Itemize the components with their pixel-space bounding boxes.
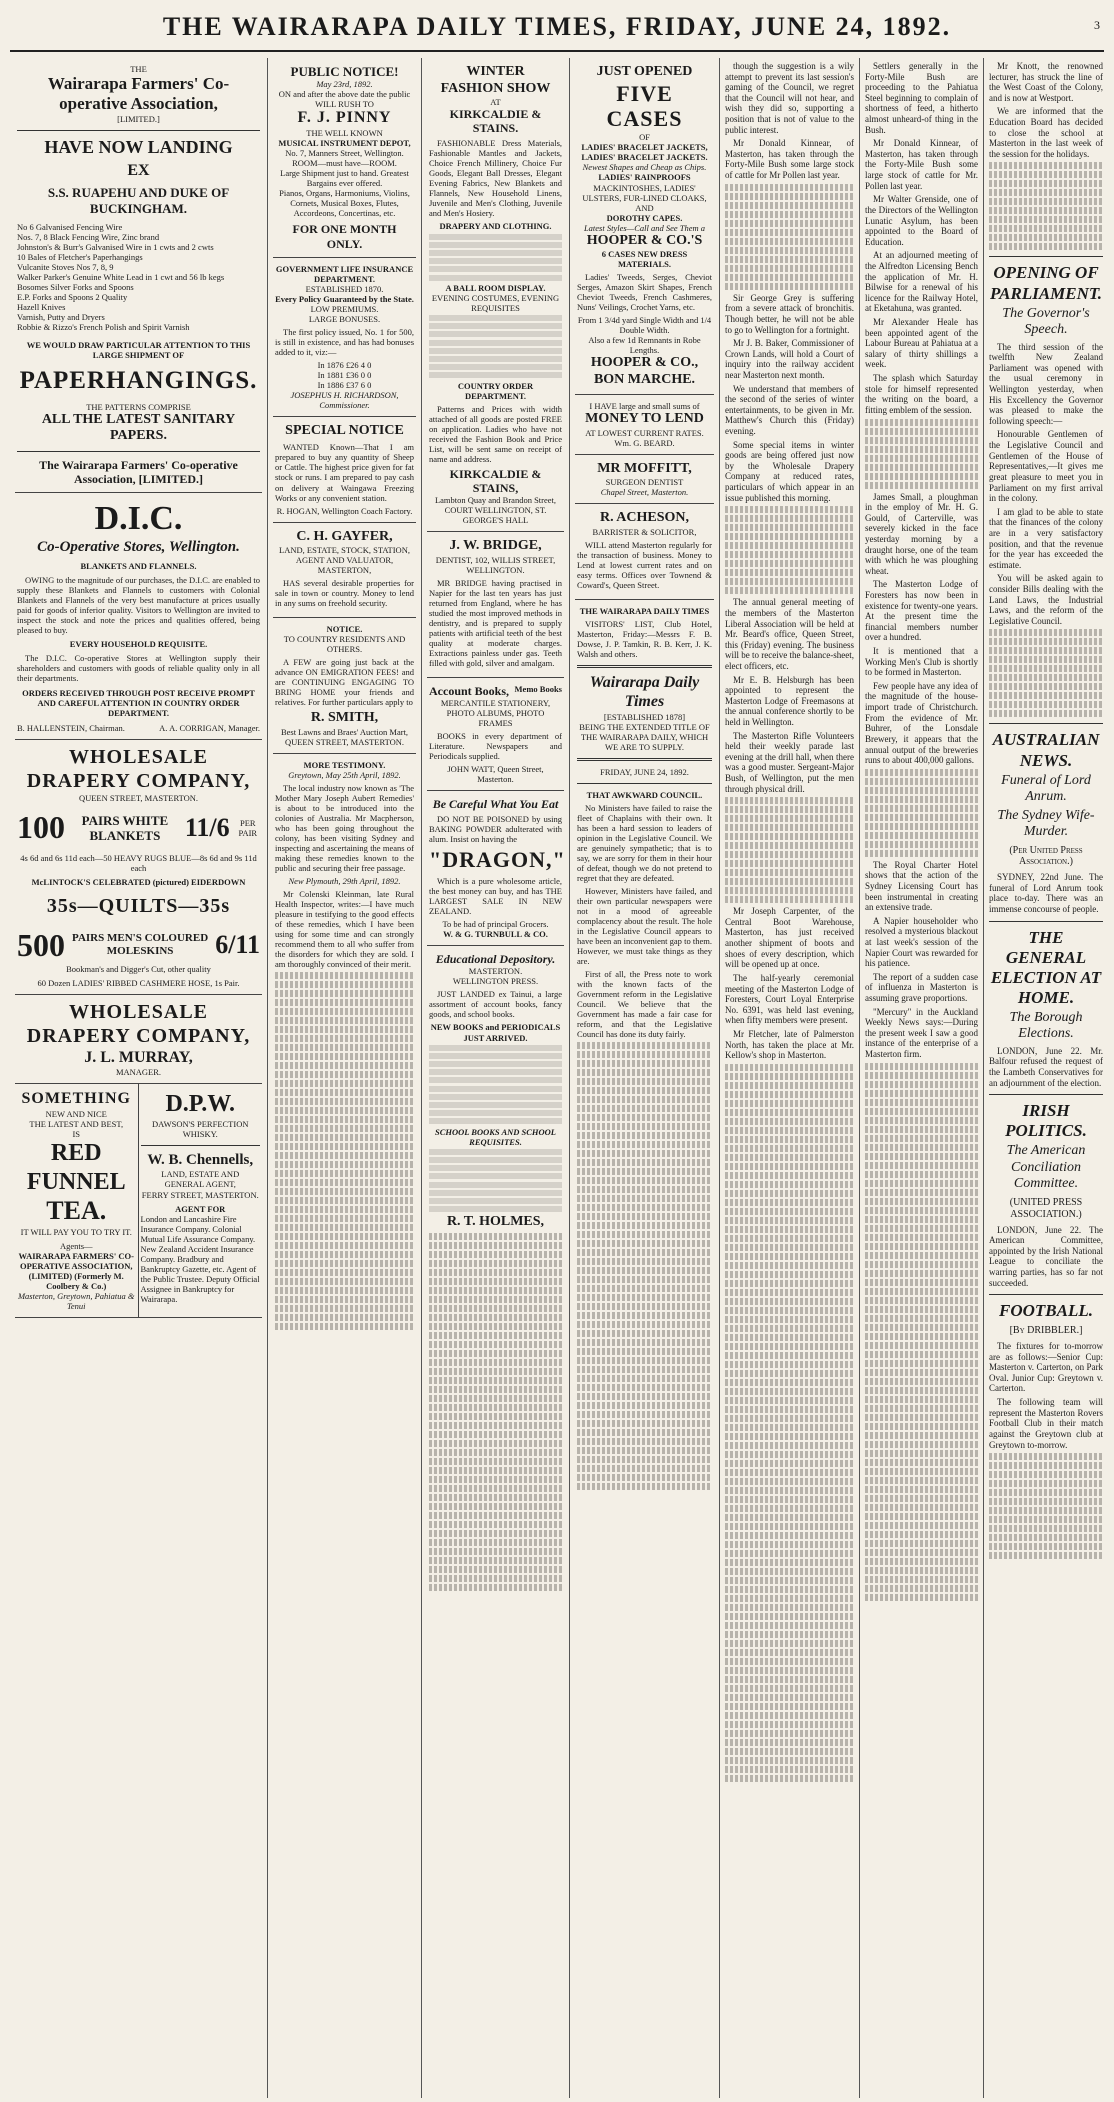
wdt-title: THE WAIRARAPA DAILY TIMES [579, 606, 710, 616]
ad-public-notice [273, 58, 416, 258]
rf-latest: THE LATEST AND BEST, [29, 1119, 124, 1130]
ad-item: Robbie & Rizzo's French Polish and Spirit Varnish [17, 322, 190, 333]
news-para: LONDON, June 22. The American Committee, appointed by the Irish National League to conciliate the warring parties, has so far not succeeded. [989, 1224, 1103, 1288]
ml-rates: AT LOWEST CURRENT RATES. [585, 427, 704, 438]
ad-attention: WE WOULD DRAW PARTICULAR ATTENTION TO THIS LARGE SHIPMENT OF [26, 340, 251, 361]
ed-town: MASTERTON. [468, 966, 523, 977]
ad-just-opened [575, 58, 714, 395]
jo-title: JUST OPENED [596, 64, 693, 79]
wdc-sizes: 4s 6d and 6s 11d each—50 HEAVY RUGS BLUE—8s 6d and 9s 11d each [20, 852, 257, 873]
mt-body-2: Mr Colenski Kleinman, late Rural Health Inspector, writes:—I have much pleasure in testifying to the good effects of these remedies, which I have been using for some time and can strongly recommend them to all who suffer from the disorders for which they are sold. I am thoroughly convinced of their merit. [275, 889, 414, 970]
ad-item: 10 Bales of Fletcher's Paperhangings [17, 251, 143, 262]
jo-firm: HOOPER & CO.'S [586, 232, 703, 248]
ad-have: HAVE NOW LANDING [44, 137, 233, 158]
gayfer-body: HAS several desirable properties for sale in town or country. Money to lend in any sums on freehold security. [275, 578, 414, 609]
dic-body: OWING to the magnitude of our purchases, the D.I.C. are enabled to supply these Blankets and Flannels to customers with Colonial Blankets and Flannels of the very best manufacture at prices usually paid for goods of inferior quality. Visitors to Wellington are invited to inspect the stock and note the prices and qualities offered, being pleased to buy. [17, 574, 260, 635]
gov-body: The first policy issued, No. 1 for 500, is still in existence, and has had bonuses added to it, viz:— [275, 326, 414, 357]
ml-body: I HAVE large and small sums of [589, 401, 700, 412]
wdc-500: 500 [17, 926, 65, 963]
ml-sign: Wm. G. BEARD. [614, 437, 675, 448]
jo-dorothy: DOROTHY CAPES. [606, 212, 683, 223]
rf-tea: TEA. [46, 1195, 107, 1225]
gov-title: GOVERNMENT LIFE INSURANCE DEPARTMENT. [275, 263, 414, 284]
news-para: The splash which Saturday stole for himself represented the writing on the board, a fitting emblem of the session. [865, 373, 978, 415]
smith-sub: Best Lawns and Braes' Auction Mart, QUEEN STREET, MASTERTON. [280, 726, 409, 747]
dic-blankets: BLANKETS AND FLANNELS. [80, 560, 197, 571]
pn-depot: MUSICAL INSTRUMENT DEPOT, [278, 138, 411, 149]
bc-body: DO NOT BE POISONED by using BAKING POWDER adulterated with alum. Insist on having the [429, 814, 562, 845]
news-para: Mr Knott, the renowned lecturer, has struck the line of the West Coast of the Colony, and is now at Westport. [989, 61, 1103, 103]
ad-item: Varnish, Putty and Dryers [17, 312, 105, 323]
news-para: The annual general meeting of the members of the Masterton Liberal Association will be held at Mr. Beard's office, Queen Street, this (Friday) evening. The business will be to receive the balance-sheet, elect officers, etc. [725, 597, 854, 671]
rf-where: Masterton, Greytown, Pahiatua & Tenui [17, 1290, 135, 1311]
wdt-mast: Wairarapa Daily Times [589, 674, 700, 710]
jo-cases: Newest Shapes and Cheap as Chips. [582, 162, 707, 173]
news-para: The following team will represent the Masterton Rovers Football Club in their match against the Greytown club at Greytown to-morrow. [989, 1397, 1103, 1450]
jo-body: Ladies' Tweeds, Serges, Cheviot Serges, Amazon Skirt Shapes, French Cheviot Tweeds, French Cashmeres, Nuns' Veilings, Crochet Yarns, etc. [577, 272, 712, 313]
wf-evening: EVENING COSTUMES, EVENING REQUISITES [431, 292, 560, 313]
wf-title: WINTER [466, 64, 525, 79]
jo-latest: Latest Styles—Call and See Them a [583, 222, 706, 233]
editorial-para: First of all, the Press note to work with the known facts of the Government reform in the Legislative Council. We believe that the Government has made a fair case for reform, and that the Legislative Council has done its duty fairly. [577, 969, 712, 1040]
football-headline: FOOTBALL. [989, 1294, 1103, 1321]
opening-headline: OPENING OF PARLIAMENT. [989, 256, 1103, 303]
gov-row: In 1881 £36 0 0 [317, 369, 372, 380]
gayfer-sub: LAND, ESTATE, STOCK, STATION, AGENT AND VALUATOR, [279, 545, 410, 566]
dpw-title: D.P.W. [165, 1091, 236, 1118]
news-para: The half-yearly ceremonial meeting of the Masterton Lodge of Foresters, Court Loyal Enterprise No. 6391, was held last evening, when fifty members were present. [725, 972, 854, 1026]
irish-politics-headline: IRISH POLITICS. [989, 1094, 1103, 1141]
ad-winter-fashion [427, 58, 564, 532]
ab-memo: Memo Books [514, 683, 562, 694]
ad-wholesale-drapery [15, 740, 262, 995]
bridge-body: MR BRIDGE having practised in Napier for the last ten years has just returned from England, where he has studied the most improved methods in dentistry, and is prepared to supply patients with artificial teeth of the best quality at moderate charges. Extractions painless under gas. Teeth filled with gold, silver and amalgam. [429, 577, 562, 668]
ad-item: Nos. 7, 8 Black Fencing Wire, Zinc brand [17, 231, 160, 242]
gov-row: In 1876 £26 4 0 [317, 359, 372, 370]
jo-sign: HOOPER & CO., [590, 355, 699, 371]
news-para: The Royal Charter Hotel shows that the action of the Sydney Licensing Court has been instrumental in creating an extensive trade. [865, 859, 978, 913]
pn-known: THE WELL KNOWN [306, 128, 383, 139]
ad-be-careful [427, 791, 564, 946]
wdc-500-text: PAIRS MEN'S COLOURED MOLESKINS [72, 932, 209, 958]
ad-red-funnel [15, 1084, 139, 1317]
general-election-subhead: The Borough Elections. [1009, 1009, 1083, 1042]
acheson-body: WILL attend Masterton regularly for the transaction of business. Money to Lend at lowest current rates and on easy terms. Offices over Townend & Coward's, Queen Street. [577, 539, 712, 590]
ad-item-list [17, 222, 260, 332]
gayfer-name: C. H. GAYFER, [296, 528, 393, 544]
notice-sub: TO COUNTRY RESIDENTS AND OTHERS. [283, 634, 406, 655]
news-para: The Masterton Lodge of Foresters has now been in existence for twenty-one years. At the present time the financial members number over a hundred. [865, 579, 978, 643]
bc-agent: W. & G. TURNBULL & CO. [443, 929, 548, 940]
smith-name: R. SMITH, [310, 710, 379, 726]
dic-chairman: B. HALLENSTEIN, Chairman. [17, 722, 125, 733]
bc-sold: To be had of principal Grocers. [442, 919, 549, 930]
news-para: Mr Donald Kinnear, of Masterton, has taken through the Forty-Mile Bush some large stock of cattle for Mr Pollen last year. [725, 138, 854, 181]
ad-acheson [575, 504, 714, 600]
ab-sign: JOHN WATT, Queen Street, Masterton. [447, 763, 544, 784]
ad-item: E.P. Forks and Spoons 2 Quality [17, 292, 128, 302]
news-para: At an adjourned meeting of the Alfredton Licensing Bench the application of Mr. H. Bilwise for a renewal of his licence for the Railway Hotel, at Eketahuna, was granted. [865, 250, 978, 314]
mt-date-2: New Plymouth, 29th April, 1892. [288, 876, 401, 886]
chennells-lines: London and Lancashire Fire Insurance Company. Colonial Mutual Life Assurance Company. New Zealand Accident Insurance Company. Bradbury and Bankruptcy Gazette, etc. Agent of the Public Trustee. Deputy Official Assignee in Bankruptcy for Wairarapa. [140, 1213, 260, 1304]
ad-ships: S.S. RUAPEHU AND DUKE OF BUCKINGHAM. [47, 185, 230, 216]
jo-sheets: From 1 3/4d yard Single Width and 1/4 Double Width. [577, 315, 712, 336]
pn-intro: ON and after the above date the public WILL RUSH TO [278, 89, 411, 110]
column-4 [570, 58, 720, 2098]
ad-special-notice [273, 417, 416, 523]
australian-headline: AUSTRALIAN NEWS. [989, 723, 1103, 770]
sn-title: SPECIAL NOTICE [285, 422, 404, 438]
wf-dept: DRAPERY AND CLOTHING. [439, 221, 552, 232]
gayfer-town: MASTERTON, [317, 565, 372, 576]
wdc-blankets-row [17, 809, 260, 847]
column-2 [268, 58, 422, 2098]
jo-marche: BON MARCHE. [593, 371, 696, 387]
ed-body: JUST LANDED ex Tainui, a large assortment of account books, fancy goods, and school books. [429, 989, 562, 1020]
editorial-block [575, 600, 714, 1498]
mt-date: Greytown, May 25th April, 1892. [288, 769, 401, 780]
news-para: Mr Alexander Heale has been appointed agent of the Labour Bureau at Pahiatua at a salary of thirty shillings a week. [865, 317, 978, 370]
ab-title: Account Books, [429, 683, 510, 698]
cod-title: COUNTRY ORDER DEPARTMENT. [457, 380, 534, 401]
news-para: Mr Fletcher, late of Palmerston North, has taken the place at Mr. Kellow's shop in Masterton. [725, 1028, 854, 1061]
wdt-date: FRIDAY, JUNE 24, 1892. [600, 766, 689, 777]
rf-title: RED FUNNEL [26, 1140, 126, 1195]
ad-dic [15, 493, 262, 740]
news-para: Few people have any idea of the magnitude of the house-import trade of Christchurch. From the evidence of Mr. Buhrer, of the Lonsdale Brewery, it appears that the annual output of the breweries runs to about 400,000 gallons. [865, 680, 978, 766]
news-para: SYDNEY, 22nd June. The funeral of Lord Anrum took place to-day. There was an immense concourse of people. [989, 872, 1103, 915]
page-number: 3 [1094, 18, 1100, 32]
jo-lines: LADIES' BRACELET JACKETS, LADIES' BRACELET JACKETS. [581, 142, 708, 163]
mt-title: MORE TESTIMONY. [303, 759, 386, 770]
bridge-name: J. W. BRIDGE, [449, 538, 542, 554]
dic-signatures [17, 723, 260, 733]
editorial-para: However, Ministers have failed, and their own particular newspapers were not in a mood of agreeable complacency about the result. The hole in the Legislative Council appears to have been an inconvenient gap to them. However, we must take things as they are. [577, 886, 712, 967]
column-3 [422, 58, 570, 2098]
pn-date: May 23rd, 1892. [316, 79, 373, 90]
wf-at: AT [490, 97, 501, 108]
pn-list: Pianos, Organs, Harmoniums, Violins, Cornets, Musical Boxes, Flutes, Accordeons, Concertinas, etc. [279, 188, 410, 219]
bridge-sub: DENTIST, 102, WILLIS STREET, WELLINGTON. [435, 554, 556, 575]
wdt-visitors: VISITORS' LIST, Club Hotel, Masterton, Friday:—Messrs F. B. Dowse, J. P. Tamkin, R. B. Kerr, J. K. Walsh and others. [577, 619, 712, 660]
bc-brand: "DRAGON," [429, 847, 566, 873]
notice-body: A FEW are going just back at the advance ON EMIGRATION FEES! and are CONTINUING ENGAGING TO BRING HOME your friends and relatives. For further particulars apply to [275, 657, 414, 708]
australian-press: (Per United Press Association.) [1009, 844, 1083, 868]
ks-address: Lambton Quay and Brandon Street, [434, 494, 557, 505]
gov-established: ESTABLISHED 1870. [305, 283, 384, 294]
wdc-500-price: 6/11 [215, 930, 260, 960]
ad-footer: The Wairarapa Farmers' Co-operative Association, [LIMITED.] [39, 457, 238, 486]
pn-address: No. 7, Manners Street, Wellington. [285, 148, 404, 159]
news-para: Settlers generally in the Forty-Mile Bush are proceeding to the Pahiatua Steel beginning to complain of shortness of feed, a hitherto almost unheard-of thing in the Bush. [865, 61, 978, 135]
ed-sign: R. T. HOLMES, [446, 1214, 545, 1230]
news-para: A Napier householder who resolved a mysterious blackout at last week's session of the Napier Court was rewarded for his patience. [865, 915, 978, 969]
news-para: Mr Walter Grenside, one of the Directors of the Wellington Lunatic Asylum, has been appointed to the Board of Education. [865, 194, 978, 247]
ed-sub: WELLINGTON PRESS. [452, 976, 539, 987]
chennells-sub: LAND, ESTATE AND GENERAL AGENT, [161, 1169, 240, 1190]
wdc-500-sub: Bookman's and Digger's Cut, other quality [66, 964, 211, 975]
rf-try: IT WILL PAY YOU TO TRY IT. [20, 1226, 132, 1237]
ab-body: BOOKS in every department of Literature. Newspapers and Periodicals supplied. [429, 730, 562, 761]
ad-item: Bosomes Silver Forks and Spoons [17, 281, 134, 292]
wdc-100: 100 [17, 809, 65, 846]
wdc-eiderdown: McLINTOCK'S CELEBRATED (pictured) EIDERDOWN [31, 876, 246, 887]
ad-item: Vulcanite Stoves Nos 7, 8, 9 [17, 261, 114, 272]
bc-title: Be Careful What You Eat [432, 797, 559, 811]
wf-firm: KIRKCALDIE & STAINS. [449, 107, 542, 136]
moffitt-sub: SURGEON DENTIST [605, 477, 684, 488]
wdc-100-unit: PER PAIR [238, 818, 258, 839]
chennells-street: FERRY STREET, MASTERTON. [141, 1189, 259, 1200]
bottom-ads-row [15, 1084, 262, 1317]
gov-policy: Every Policy Guaranteed by the State. [275, 293, 414, 304]
rf-new: NEW AND NICE [45, 1109, 107, 1120]
dic-title: D.I.C. [94, 499, 183, 537]
australian-subhead-2: The Sydney Wife-Murder. [997, 807, 1095, 840]
wdc-cashmere: 60 Dozen LADIES' RIBBED CASHMERE HOSE, 1s Pair. [37, 978, 240, 989]
news-para: It is mentioned that a Working Men's Club is shortly to be formed in Masterton. [865, 646, 978, 678]
dpw-subtitle: DAWSON'S PERFECTION WHISKY. [152, 1118, 249, 1139]
ad-money-to-lend [575, 395, 714, 455]
wdt-being: BEING THE EXTENDED TITLE OF THE WAIRARAPA DAILY, WHICH WE ARE TO SUPPLY. [579, 721, 710, 752]
ks-footer: KIRKCALDIE & STAINS, [449, 466, 542, 495]
pn-stock: Large Shipment just to hand. Greatest Bargains ever offered. [280, 168, 409, 189]
ad-kicker: THE [130, 64, 147, 74]
football-byline: [By DRIBBLER.] [1009, 1325, 1083, 1337]
ad-farmers-coop [15, 58, 262, 493]
jo-mack: MACKINTOSHES, LADIES' ULSTERS, FUR-LINED CLOAKS, [582, 182, 707, 203]
column-6 [860, 58, 984, 2098]
acheson-sub: BARRISTER & SOLICITOR, [592, 526, 697, 537]
gov-sign: JOSEPHUS H. RICHARDSON, Commissioner. [290, 389, 399, 410]
ed-books: NEW BOOKS and PERIODICALS JUST ARRIVED. [430, 1022, 561, 1043]
ad-item: Hazell Knives [17, 302, 66, 313]
sn-body: WANTED Known—That I am prepared to buy any quantity of Sheep or Cattle. The highest price given for fat stock or runs. I am prepared to pay cash on delivery at Waingawa Freezing Works or any convenient station. [275, 442, 414, 503]
news-para: Sir George Grey is suffering from a severe attack of bronchitis. Though better, he will not be able to go to Wellington for a fortnight. [725, 292, 854, 335]
ad-more-testimony [273, 754, 416, 1338]
chennells-agent: AGENT FOR [175, 1203, 226, 1214]
ad-item: No 6 Galvanised Fencing Wire [17, 221, 123, 232]
news-para: The Masterton Rifle Volunteers held their weekly parade last evening at the drill hall, when there was a good muster. Sergeant-Major Bush, of Wellington, put the men through physical drill. [725, 730, 854, 794]
wdc2-name: J. L. MURRAY, [84, 1048, 193, 1066]
moffitt-name: MR MOFFITT, [597, 460, 692, 476]
masthead [10, 8, 1104, 52]
news-para: "Mercury" in the Auckland Weekly News says:—During the present week I saw a good instance of the enterprise of a Masterton firm. [865, 1006, 978, 1060]
ad-ex: EX [127, 162, 150, 180]
news-para: Some special items in winter goods are being offered just now by the Wholesale Drapery Company at reduced rates, particulars of which appear in an issue published this morning. [725, 439, 854, 503]
wf-body: FASHIONABLE Dress Materials, Fashionable Mantles and Jackets, Choice French Millinery, Choice Fur Goods, Elegant Ball Dresses, Elegant Evening Fabrics, New Blankets and Flannels, New Household Linens, Juvenile and Men's Clothing, Juvenile and Men's Hosiery. [429, 138, 562, 219]
news-para: Mr Joseph Carpenter, of the Central Boot Warehouse, Masterton, has just received another shipment of boots and shoes of every description, which will be opened up at once. [725, 906, 854, 970]
gov-low: LOW PREMIUMS. [310, 303, 379, 314]
news-para: though the suggestion is a wily attempt to prevent its last session's gaming of the Council, we regret that the Council will not hear, and wish they did so, supporting a position that is not of value to the public interest. [725, 61, 854, 135]
pn-title: PUBLIC NOTICE! [290, 64, 399, 79]
moffitt-street: Chapel Street, Masterton. [600, 487, 689, 498]
wdt-established: [ESTABLISHED 1878] [603, 711, 686, 722]
dic-subtitle: Co-Operative Stores, Wellington. [37, 539, 240, 556]
jo-cases-2: 6 CASES NEW DRESS MATERIALS. [601, 249, 688, 270]
wf-ball: A BALL ROOM DISPLAY. [445, 282, 546, 293]
irish-politics-press: (UNITED PRESS ASSOCIATION.) [1009, 1196, 1083, 1220]
ad-paperhangings: PAPERHANGINGS. [19, 367, 258, 395]
rf-something: SOMETHING [21, 1090, 131, 1108]
news-para: Mr J. B. Baker, Commissioner of Crown Lands, will hold a Court of inquiry into the railway accident near Masterton next month. [725, 338, 854, 380]
wdc-100-price: 11/6 [184, 812, 230, 842]
news-para: James Small, a ploughman in the employ of Mr. H. G. Gould, of Carterville, was severely kicked in the face yesterday morning by a draught horse, one of the team with which he was ploughing wheat. [865, 491, 978, 576]
ad-bridge [427, 532, 564, 678]
notice-title: NOTICE. [326, 624, 363, 635]
jo-and: AND [635, 202, 654, 213]
ks-opposite: COURT WELLINGTON, ST. GEORGE'S HALL [444, 505, 547, 526]
ad-patterns: THE PATTERNS COMPRISE [86, 401, 191, 412]
gov-bonuses: LARGE BONUSES. [308, 313, 381, 324]
cod-body: Patterns and Prices with width attached of all goods are posted FREE on application. Ladies who have not received the Fashion Book and Price List, will be sent same on receipt of name and address. [429, 403, 562, 464]
wdc2-title: WHOLESALE DRAPERY COMPANY, [26, 1001, 251, 1047]
rf-agents: Agents— [59, 1240, 93, 1251]
ad-wholesale-drapery-2 [15, 995, 262, 1084]
news-para: Mr E. B. Helsburgh has been appointed to represent the Masterton Lodge of Freemasons at the annual conference shortly to be held in Wellington. [725, 674, 854, 727]
ad-account-books [427, 678, 564, 791]
column-7 [984, 58, 1108, 2098]
wf-sub: FASHION SHOW [440, 80, 551, 96]
dic-orders: ORDERS RECEIVED THROUGH POST RECEIVE PROMPT AND CAREFUL ATTENTION IN COUNTRY ORDER DEPARTMENT. [22, 687, 255, 718]
mt-body: The local industry now known as 'The Mother Mary Joseph Aubert Remedies' is about to be introduced into the colonies of Australia. Mr Macpherson, who has been going throughout the colony, has been visiting Sydney and inspecting and ascertaining the means of making these remedies known to the public and securing their free passage. [275, 782, 414, 873]
jo-big: FIVE CASES [606, 80, 683, 132]
news-para: You will be asked again to consider Bills dealing with the Land Laws, the Industrial Laws, and the reform of the Legislative Council. [989, 573, 1103, 626]
jo-of: OF [639, 132, 650, 143]
acheson-name: R. ACHESON, [599, 510, 690, 526]
dic-household: EVERY HOUSEHOLD REQUISITE. [69, 638, 208, 649]
opening-subhead: The Governor's Speech. [1002, 305, 1090, 338]
masthead-title: THE WAIRARAPA DAILY TIMES, FRIDAY, JUNE 24, 1892. [162, 12, 952, 41]
pn-name: F. J. PINNY [297, 109, 392, 127]
columns [10, 58, 1104, 2098]
wdc-moleskins-row [17, 927, 260, 965]
ml-title: MONEY TO LEND [585, 411, 704, 427]
irish-politics-subhead: The American Conciliation Committee. [1006, 1143, 1086, 1192]
ad-item: Walker Parker's Genuine White Lead in 1 cwt and 56 lb kegs [17, 271, 225, 282]
rf-is: IS [72, 1129, 81, 1140]
pn-room: ROOM—must have—ROOM. [292, 158, 397, 169]
ad-moffitt [575, 455, 714, 505]
ad-dpw [139, 1084, 263, 1317]
column-5 [720, 58, 860, 2098]
ed-title: Educational Depository. [435, 952, 556, 967]
news-para: Mr Donald Kinnear, of Masterton, has taken through the Forty-Mile Bush some large stock of cattle for Mr. Pollen last year. [865, 138, 978, 191]
ad-item: Johnston's & Burr's Galvanised Wire in 1 cwts and 2 cwts [17, 241, 214, 252]
ad-government-life [273, 258, 416, 417]
ab-lines: MERCANTILE STATIONERY, PHOTO ALBUMS, PHOTO FRAMES [440, 697, 551, 728]
editorial-para: No Ministers have failed to raise the fleet of Chaplains with their own. It has been a hard session to leaders of opinion in the Legislative Council. We are genuinely sympathetic; that is to say, we are sorry for them in their hour of defeat, though we do not pretend to regret that they are defeated. [577, 802, 712, 884]
wdc2-role: MANAGER. [115, 1067, 162, 1078]
ad-notice [273, 618, 416, 754]
ad-latest-papers: ALL THE LATEST SANITARY PAPERS. [41, 411, 236, 444]
news-para: The report of a sudden case of influenza in Masterton is assuming grave proportions. [865, 971, 978, 1004]
jo-remnants: Also a few 1d Remnants in Robe Lengths. [588, 335, 701, 356]
wdc-street: QUEEN STREET, MASTERTON. [78, 793, 199, 804]
dic-body-2: The D.I.C. Co-operative Stores at Wellington supply their shareholders and customers with goods of reliable quality only in all their departments. [17, 652, 260, 683]
jo-ladies: LADIES' RAINPROOFS [598, 172, 691, 183]
australian-subhead-1: Funeral of Lord Anrum. [1001, 772, 1091, 805]
news-para: We understand that members of the second of the series of winter entertainments, to be given in Mr. Matthew's Church this (Friday) evening. [725, 383, 854, 437]
column-1 [10, 58, 268, 2098]
wdc-title: WHOLESALE DRAPERY COMPANY, [26, 745, 251, 792]
news-para: Honourable Gentlemen of the Legislative Council and Gentlemen of the House of Representatives,—It gives me great pleasure to meet you in Parliament on my first arrival in the colony. [989, 429, 1103, 504]
news-para: We are informed that the Education Board has decided to close the school at Masterton in the last week of the session for the holidays. [989, 106, 1103, 159]
bc-body-2: Which is a pure wholesome article, the best money can buy, and has THE LARGEST SALE IN NEW ZEALAND. [429, 876, 562, 917]
pn-month: FOR ONE MONTH ONLY. [292, 222, 397, 251]
ad-limited: [LIMITED.] [117, 114, 160, 125]
ad-title: Wairarapa Farmers' Co-operative Association, [47, 74, 230, 114]
ed-school: SCHOOL BOOKS AND SCHOOL REQUISITES. [435, 1126, 556, 1147]
gov-row: In 1886 £37 6 0 [317, 379, 372, 390]
sn-sign: R. HOGAN, Wellington Coach Factory. [276, 505, 413, 516]
ad-gayfer [273, 523, 416, 619]
news-para: LONDON, June 22. Mr. Balfour refused the request of the Lambeth Conservatives for an adjournment of the election. [989, 1045, 1103, 1088]
news-para: The third session of the twelfth New Zealand Parliament was opened with the usual ceremony in Wellington yesterday, when His Excellency the Governor was pleased to make the following speech:— [989, 341, 1103, 426]
news-para: The fixtures for to-morrow are as follows:—Senior Cup: Masterton v. Carterton, on Park Oval. Junior Cup: Greytown v. Carterton. [989, 1341, 1103, 1394]
wdc-100-text: PAIRS WHITE BLANKETS [81, 812, 169, 844]
news-para: I am glad to be able to state that the finances of the colony are in a very satisfactory position, and that the revenue for the year has exceeded the estimate. [989, 506, 1103, 570]
text-filler [275, 972, 414, 1330]
rf-agents-name: WAIRARAPA FARMERS' CO-OPERATIVE ASSOCIATION, (LIMITED) (Formerly M. Coolbery & Co.) [18, 1250, 134, 1291]
dic-manager: A. A. CORRIGAN, Manager. [159, 722, 260, 733]
chennells-title: W. B. Chennells, [147, 1151, 254, 1168]
editorial-title: THAT AWKWARD COUNCIL. [586, 789, 703, 800]
ad-educational [427, 946, 564, 1599]
general-election-headline: THE GENERAL ELECTION AT HOME. [989, 921, 1103, 1008]
wdc-quilts: 35s—QUILTS—35s [46, 894, 231, 917]
